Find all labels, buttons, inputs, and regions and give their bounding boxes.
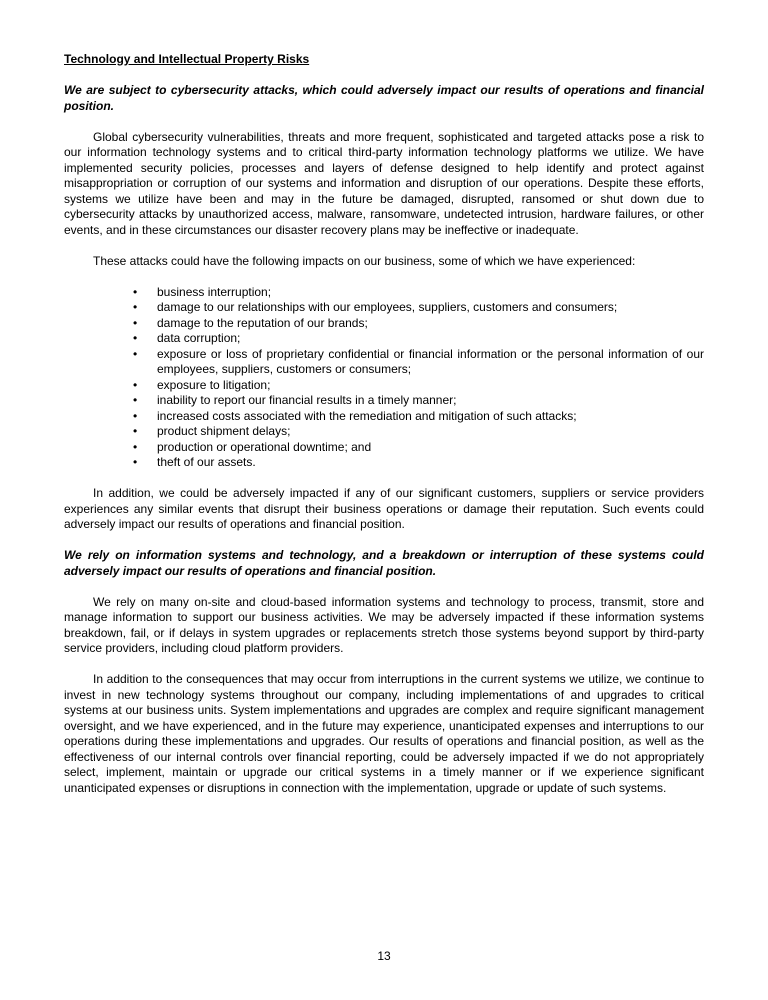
bullet-icon: • (133, 284, 138, 299)
paragraph: In addition to the consequences that may occur from interruptions in the current systems we utilize, we continue to invest in new technology systems throughout our company, including implementations of and upgrades to critical systems at our business units. System implementations and upgrades are complex and require significant management oversight, and we have experienced, and in the future may experience, unanticipated expenses and interruptions to our operations during these implementations and upgrades. Our results of operations and financial position, as well as the effectiveness of our internal controls over financial reporting, could be adversely impacted if we do not appropriately select, implement, maintain or upgrade our critical systems in a timely manner or if we experience significant unanticipated expenses or disruptions in connection with the implementation, upgrade or update of such systems. (64, 672, 704, 795)
list-item-text: data corruption; (157, 331, 241, 345)
list-item (133, 455, 704, 471)
paragraph: We rely on many on-site and cloud-based information systems and technology to process, transmit, store and manage information to support our business activities. We may be adversely impacted if these information systems breakdown, fail, or if delays in system upgrades or replacements stretch those systems beyond support by third-party service providers, including cloud platform providers. (64, 594, 704, 655)
list-item (133, 439, 704, 456)
list-item-text: business interruption; (157, 284, 272, 299)
bullet-icon: • (133, 455, 138, 469)
bullet-icon: • (133, 393, 138, 407)
list-item (133, 408, 704, 425)
bullet-icon: • (133, 315, 138, 330)
bullet-icon: • (133, 331, 138, 345)
list-item (133, 300, 704, 316)
list-item (133, 346, 704, 378)
list-item-text: production or operational downtime; and (157, 439, 372, 454)
list-item-text: exposure to litigation; (157, 377, 271, 392)
bullet-icon: • (133, 300, 138, 314)
list-item-text: damage to the reputation of our brands; (157, 315, 368, 330)
list-item-text: inability to report our financial results in a timely manner; (157, 393, 457, 407)
bullet-icon: • (133, 439, 138, 454)
list-item-text: exposure or loss of proprietary confidential or financial information or the personal information of our employees, suppliers, customers or consumers; (157, 346, 704, 376)
list-item-text: damage to our relationships with our employees, suppliers, customers and consumers; (157, 300, 618, 314)
paragraph: In addition, we could be adversely impacted if any of our significant customers, suppliers or service providers experiences any similar events that disrupt their business operations or damage their reputation. Such events could adversely impact our results of operations and financial position. (64, 486, 704, 531)
bullet-icon: • (133, 346, 138, 361)
list-item (133, 315, 704, 332)
list-item-text: increased costs associated with the remediation and mitigation of such attacks; (157, 408, 577, 423)
risk-heading-information-systems: We rely on information systems and technology, and a breakdown or interruption of these systems could adversely impact our results of operations and financial position. (64, 548, 704, 578)
document-page (64, 52, 704, 812)
impact-list (64, 285, 704, 471)
list-item (133, 331, 704, 347)
page-number: 13 (377, 949, 391, 963)
section-title: Technology and Intellectual Property Risks (64, 52, 310, 66)
bullet-icon: • (133, 408, 138, 423)
risk-heading-cybersecurity: We are subject to cybersecurity attacks, which could adversely impact our results of operations and financial position. (64, 83, 704, 113)
list-item (133, 424, 704, 440)
list-item (133, 377, 704, 394)
list-item (133, 393, 704, 409)
paragraph: Global cybersecurity vulnerabilities, threats and more frequent, sophisticated and targeted attacks pose a risk to our information technology systems and to critical third-party information technology platforms we utilize. We have implemented security policies, processes and layers of defense designed to help identify and protect against misappropriation or corruption of our systems and information and disruption of our operations. Despite these efforts, systems we utilize have been and may in the future be damaged, disrupted, ransomed or shut down due to cybersecurity attacks by unauthorized access, malware, ransomware, undetected intrusion, hardware failures, or other events, and in these circumstances our disaster recovery plans may be ineffective or inadequate. (64, 129, 704, 237)
list-item-text: product shipment delays; (157, 424, 291, 438)
bullet-icon: • (133, 377, 138, 392)
bullet-icon: • (133, 424, 138, 438)
list-item (133, 284, 704, 301)
paragraph: These attacks could have the following impacts on our business, some of which we have experienced: (93, 253, 636, 268)
list-item-text: theft of our assets. (157, 455, 256, 469)
